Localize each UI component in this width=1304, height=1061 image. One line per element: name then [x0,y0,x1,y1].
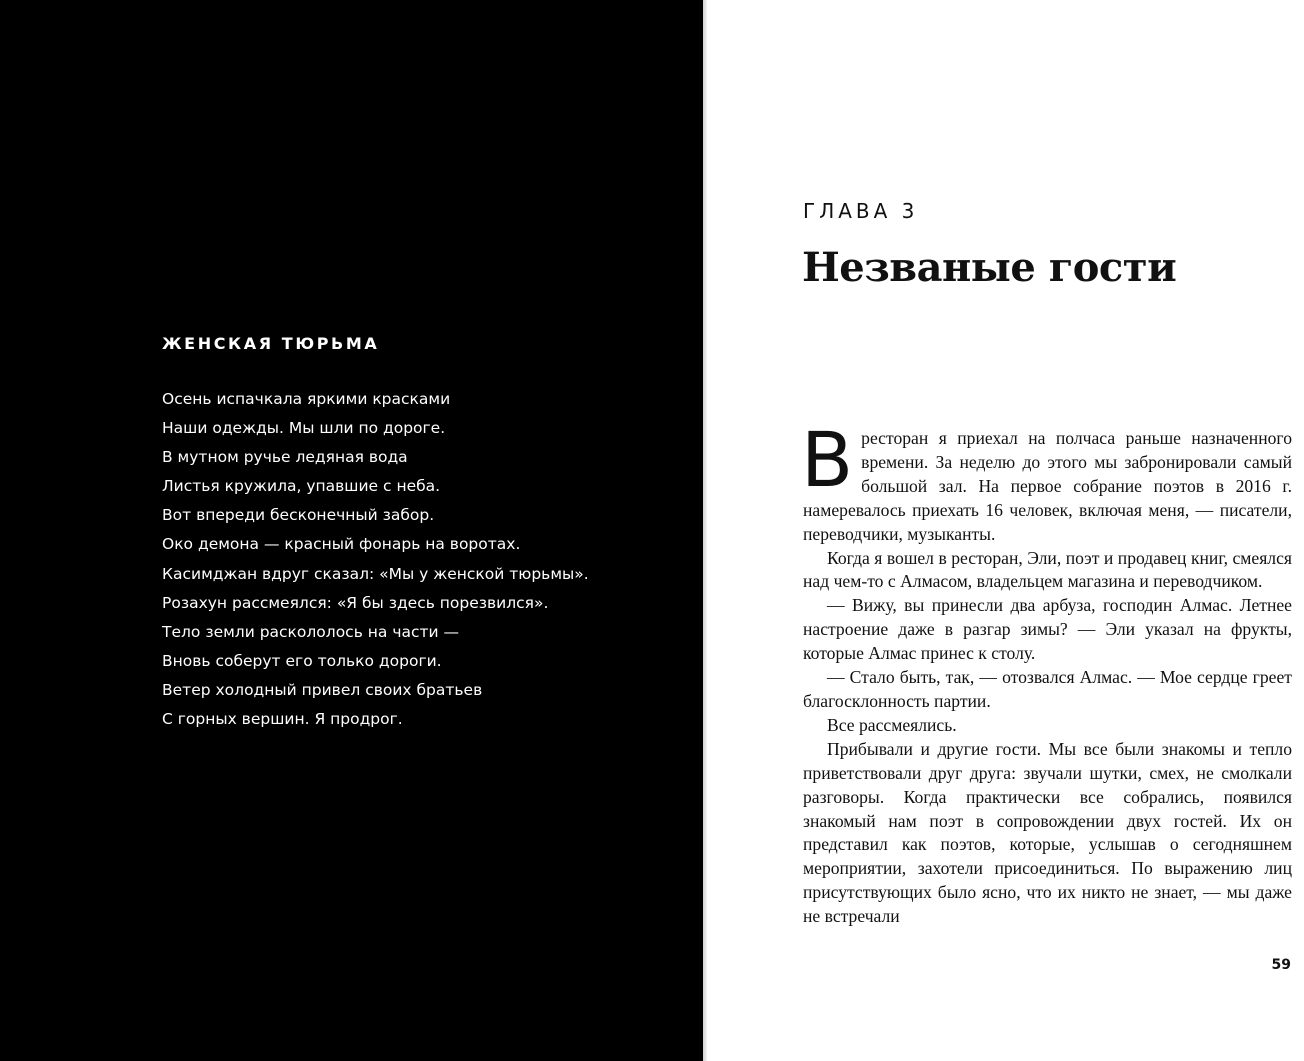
chapter-body [801,415,1292,929]
poem-title: ЖЕНСКАЯ ТЮРЬМА [162,334,380,353]
poem-line: Око демона — красный фонарь на воротах. [162,535,521,554]
poem-line: Тело земли раскололось на части — [162,622,460,641]
poem-line: Касимджан вдруг сказал: «Мы у женской тюрьмы». [162,564,589,583]
poem-line: Наши одежды. Мы шли по дороге. [162,419,446,438]
poem-line: Розахун рассмеялся: «Я бы здесь порезвился». [162,593,549,612]
paragraph: — Вижу, вы принесли два арбуза, господин Алмас. Летнее настроение даже в разгар зимы? — Эли указал на фрукты, которые Алмас принес к столу. [803,595,1292,664]
poem-line: С горных вершин. Я продрог. [162,710,403,729]
right-page [707,0,1304,1061]
paragraph-first-text: ресторан я приехал на полчаса раньше назначенного времени. За неделю до этого мы забронировали самый большой зал. На первое собрание поэтов в 2016 г. намеревалось приехать 16 человек, включая меня, — писатели, переводчики, музыканты. [803,428,1292,544]
poem-lines [162,385,589,734]
paragraph: — Стало быть, так, — отозвался Алмас. — Мое сердце греет благосклонность партии. [803,667,1292,711]
poem-line: Листья кружила, упавшие с неба. [162,477,441,496]
page-number: 59 [1271,957,1291,973]
chapter-label: ГЛАВА 3 [803,199,919,223]
paragraph: Все рассмеялись. [827,714,957,735]
poem-line: Вновь соберут его только дороги. [162,651,442,670]
paragraph: Когда я вошел в ресторан, Эли, поэт и продавец книг, смеялся над чем-то с Алмасом, владельцем магазина и переводчиком. [803,547,1292,592]
paragraph-first [801,415,1292,547]
paragraph: Прибывали и другие гости. Мы все были знакомы и тепло приветствовали друг друга: звучали шутки, смех, не смолкали разговоры. Когда практически все собрались, появился знакомый нам поэт в сопровождении двух гостей. Их он представил как поэтов, которые, услышав о сегодняшнем мероприятии, захотели присоединиться. По выражению лиц присутствующих было ясно, что их никто не знает, — мы даже не встречали [803,738,1292,927]
poem-line: Осень испачкала яркими красками [162,390,451,408]
poem-line: В мутном ручье ледяная вода [162,448,408,467]
poem-line: Ветер холодный привел своих братьев [162,680,483,699]
poem-line: Вот впереди бесконечный забор. [162,506,435,525]
drop-cap: В [801,415,854,504]
chapter-title: Незваные гости [802,244,1177,291]
